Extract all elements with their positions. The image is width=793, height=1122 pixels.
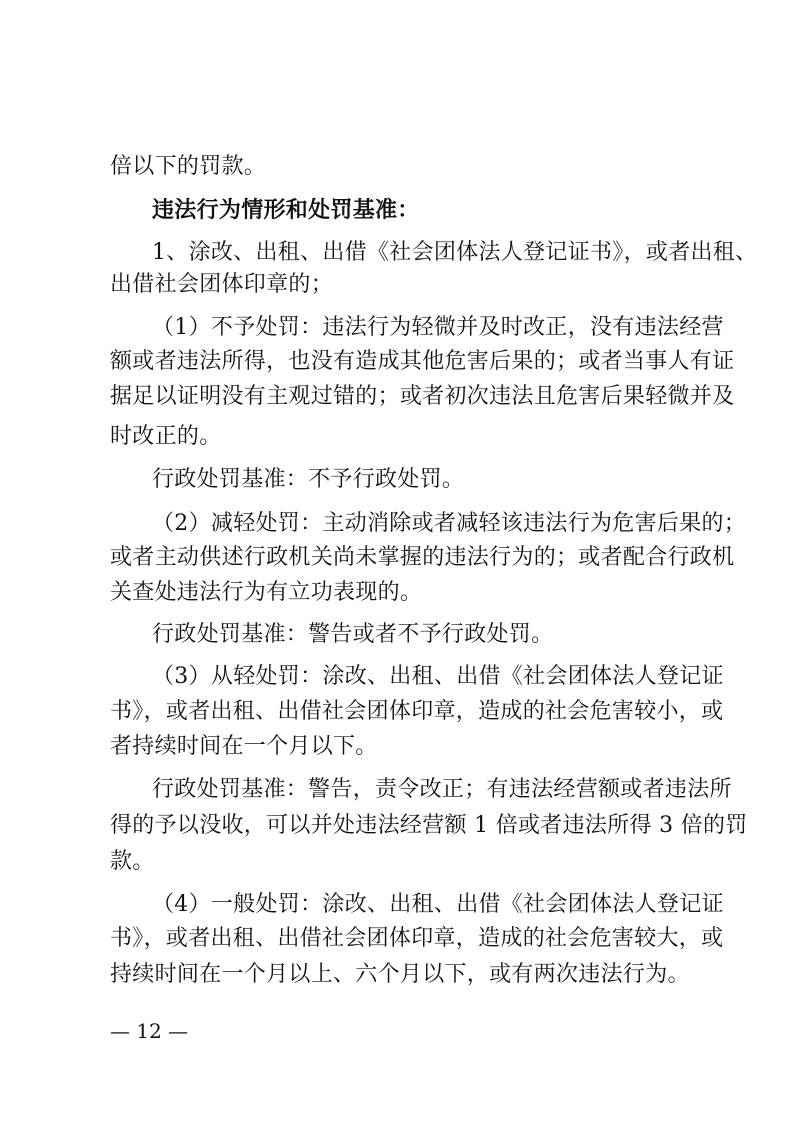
paragraph-line: 得的予以没收，可以并处违法经营额 1 倍或者违法所得 3 倍的罚 [110, 813, 748, 838]
paragraph-line: 书》，或者出租、出借社会团体印章，造成的社会危害较大，或 [110, 926, 724, 951]
paragraph-line: 出借社会团体印章的； [110, 272, 334, 297]
paragraph-line: 书》，或者出租、出借社会团体印章，造成的社会危害较小，或 [110, 699, 724, 724]
paragraph-line: 1、涂改、出租、出借《社会团体法人登记证书》，或者出租、 [152, 240, 758, 265]
paragraph-line: 倍以下的罚款。 [110, 154, 267, 179]
paragraph-line: 关查处违法行为有立功表现的。 [110, 580, 423, 605]
paragraph-line: 额或者违法所得，也没有造成其他危害后果的；或者当事人有证 [110, 349, 735, 374]
paragraph-line: 时改正的。 [110, 424, 222, 449]
paragraph-line: （3）从轻处罚：涂改、出租、出借《社会团体法人登记证 [152, 664, 724, 689]
paragraph-line: 持续时间在一个月以上、六个月以下，或有两次违法行为。 [110, 962, 690, 987]
paragraph-line: （4）一般处罚：涂改、出租、出借《社会团体法人登记证 [152, 892, 724, 917]
paragraph-line: 据足以证明没有主观过错的；或者初次违法且危害后果轻微并及 [110, 384, 735, 409]
section-heading: 违法行为情形和处罚基准： [152, 197, 420, 223]
paragraph-line: 款。 [110, 849, 155, 874]
paragraph-line: 者持续时间在一个月以下。 [110, 734, 378, 759]
paragraph-line: （1）不予处罚：违法行为轻微并及时改正，没有违法经营 [152, 315, 724, 340]
page-number: — 12 — [110, 1019, 189, 1043]
paragraph-line: 行政处罚基准：警告或者不予行政处罚。 [152, 622, 554, 647]
paragraph-line: （2）减轻处罚：主动消除或者减轻该违法行为危害后果的； [152, 511, 747, 536]
paragraph-line: 行政处罚基准：警告，责令改正；有违法经营额或者违法所 [152, 777, 732, 802]
paragraph-line: 或者主动供述行政机关尚未掌握的违法行为的；或者配合行政机 [110, 545, 735, 570]
paragraph-line: 行政处罚基准：不予行政处罚。 [152, 467, 465, 492]
